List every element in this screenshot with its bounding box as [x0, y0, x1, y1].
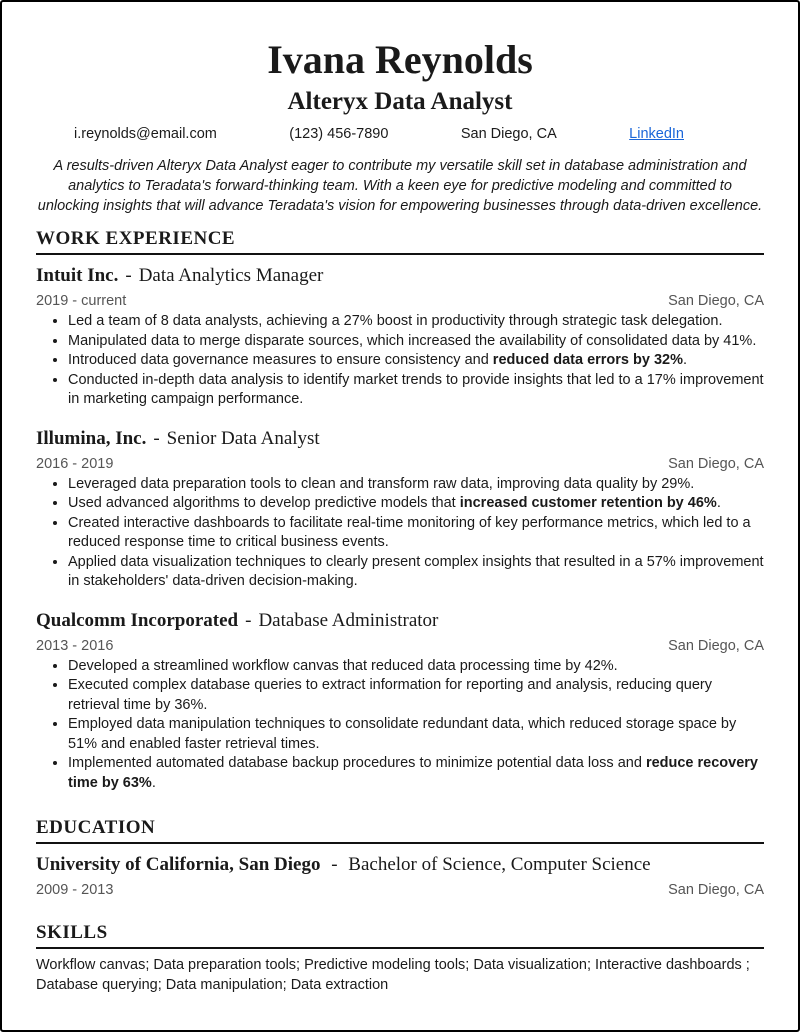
- job-position: Senior Data Analyst: [166, 427, 320, 449]
- job-entry: [36, 263, 764, 410]
- job-company: Qualcomm Incorporated: [36, 609, 239, 631]
- candidate-title: Alteryx Data Analyst: [287, 88, 513, 115]
- education-meta: [36, 880, 764, 900]
- job-bullets: [36, 475, 764, 592]
- education-separator: -: [331, 854, 338, 875]
- education-heading: [36, 852, 764, 878]
- job-dates: 2013 - 2016: [36, 637, 114, 654]
- bullet-text: Conducted in-depth data analysis to identify market trends to provide insights that led to a 17% improvement in marketing campaign performance.: [68, 371, 764, 407]
- job-dates: 2016 - 2019: [36, 455, 114, 472]
- summary-text: A results-driven Alteryx Data Analyst eager to contribute my versatile skill set in database administration and analytics to Teradata's forward-thinking team. With a keen eye for predictive modeling and committed to unlocking insights that will advance Teradata's vision for empowering businesses through data-driven excellence.: [37, 158, 763, 214]
- job-meta: [36, 291, 764, 311]
- bullet-text: Introduced data governance measures to ensure consistency and: [68, 352, 493, 368]
- bullet-text: Manipulated data to merge disparate sources, which increased the availability of consolidated data by 41%.: [68, 332, 757, 349]
- job-bullet: [68, 475, 764, 495]
- job-heading: [36, 426, 764, 452]
- job-bullet: [68, 371, 764, 410]
- job-location: San Diego, CA: [668, 637, 764, 654]
- job-dates: 2019 - current: [36, 293, 127, 309]
- job-separator: -: [245, 609, 252, 631]
- job-bullets: [36, 312, 764, 410]
- job-location: San Diego, CA: [668, 455, 764, 472]
- job-bullet: [68, 514, 764, 553]
- bullet-text: Led a team of 8 data analysts, achieving a 27% boost in productivity through strategic task delegation.: [68, 313, 723, 329]
- job-bullet: [68, 312, 764, 332]
- job-separator: -: [153, 427, 160, 449]
- skills-text: Workflow canvas; Data preparation tools; Predictive modeling tools; Data visualization; Interactive dashboards ; Database querying; Data manipulation; Data extraction: [36, 957, 750, 993]
- bullet-suffix: .: [151, 774, 156, 791]
- job-bullet: [68, 553, 764, 592]
- education-location: San Diego, CA: [668, 882, 764, 898]
- bullet-text: Implemented automated database backup procedures to minimize potential data loss and: [68, 755, 646, 771]
- bullet-highlight: reduce recovery time by 63%: [68, 755, 758, 791]
- section-title-skills: SKILLS: [36, 922, 764, 949]
- job-bullet: [68, 715, 764, 754]
- job-company: Intuit Inc.: [36, 265, 119, 286]
- job-heading: [36, 608, 764, 634]
- bullet-highlight: increased customer retention by 46%: [459, 495, 717, 511]
- job-bullets: [36, 657, 764, 794]
- job-bullet: [68, 494, 764, 514]
- contact-location: San Diego, CA: [460, 126, 557, 142]
- contact-phone: (123) 456-7890: [289, 126, 389, 142]
- bullet-text: Employed data manipulation techniques to consolidate redundant data, which reduced storage space by 51% and enabled faster retrieval times.: [68, 716, 737, 752]
- job-meta: [36, 636, 764, 656]
- education-field: Computer Science: [510, 854, 651, 875]
- candidate-name: Ivana Reynolds: [267, 37, 533, 82]
- contact-row: [36, 126, 764, 142]
- section-title-work: WORK EXPERIENCE: [36, 228, 764, 255]
- job-entry: [36, 608, 764, 794]
- job-meta: [36, 454, 764, 474]
- bullet-text: Executed complex database queries to extract information for reporting and analysis, reducing query retrieval time by 36%.: [68, 677, 712, 713]
- job-heading: [36, 263, 764, 289]
- job-bullet: [68, 351, 764, 371]
- linkedin-link[interactable]: LinkedIn: [629, 126, 684, 142]
- job-position: Data Analytics Manager: [138, 265, 324, 286]
- contact-email: i.reynolds@email.com: [74, 126, 217, 142]
- bullet-highlight: reduced data errors by 32%: [492, 352, 683, 368]
- job-bullet: [68, 754, 764, 793]
- job-entry: [36, 426, 764, 592]
- bullet-text: Applied data visualization techniques to clearly present complex insights that resulted in a 57% improvement in stakeholders' data-driven decision-making.: [68, 553, 764, 589]
- bullet-suffix: .: [683, 352, 688, 368]
- job-location: San Diego, CA: [668, 293, 764, 309]
- education-dates: 2009 - 2013: [36, 882, 114, 898]
- bullet-text: Leveraged data preparation tools to clean and transform raw data, improving data quality by 29%.: [68, 475, 695, 492]
- education-degree: Bachelor of Science,: [348, 854, 507, 875]
- job-separator: -: [125, 265, 132, 286]
- education-entry: [36, 852, 764, 900]
- job-company: Illumina, Inc.: [36, 427, 147, 449]
- section-title-education: EDUCATION: [36, 817, 764, 844]
- job-bullet: [68, 332, 764, 352]
- work-experience-list: [36, 263, 764, 793]
- job-position: Database Administrator: [258, 609, 439, 631]
- bullet-text: Developed a streamlined workflow canvas that reduced data processing time by 42%.: [68, 657, 618, 674]
- job-bullet: [68, 676, 764, 715]
- job-bullet: [68, 657, 764, 677]
- education-school: University of California, San Diego: [36, 854, 321, 875]
- bullet-text: Used advanced algorithms to develop predictive models that: [68, 495, 460, 511]
- bullet-suffix: .: [716, 495, 721, 511]
- bullet-text: Created interactive dashboards to facilitate real-time monitoring of key performance metrics, which led to a reduced response time to critical business events.: [68, 514, 751, 550]
